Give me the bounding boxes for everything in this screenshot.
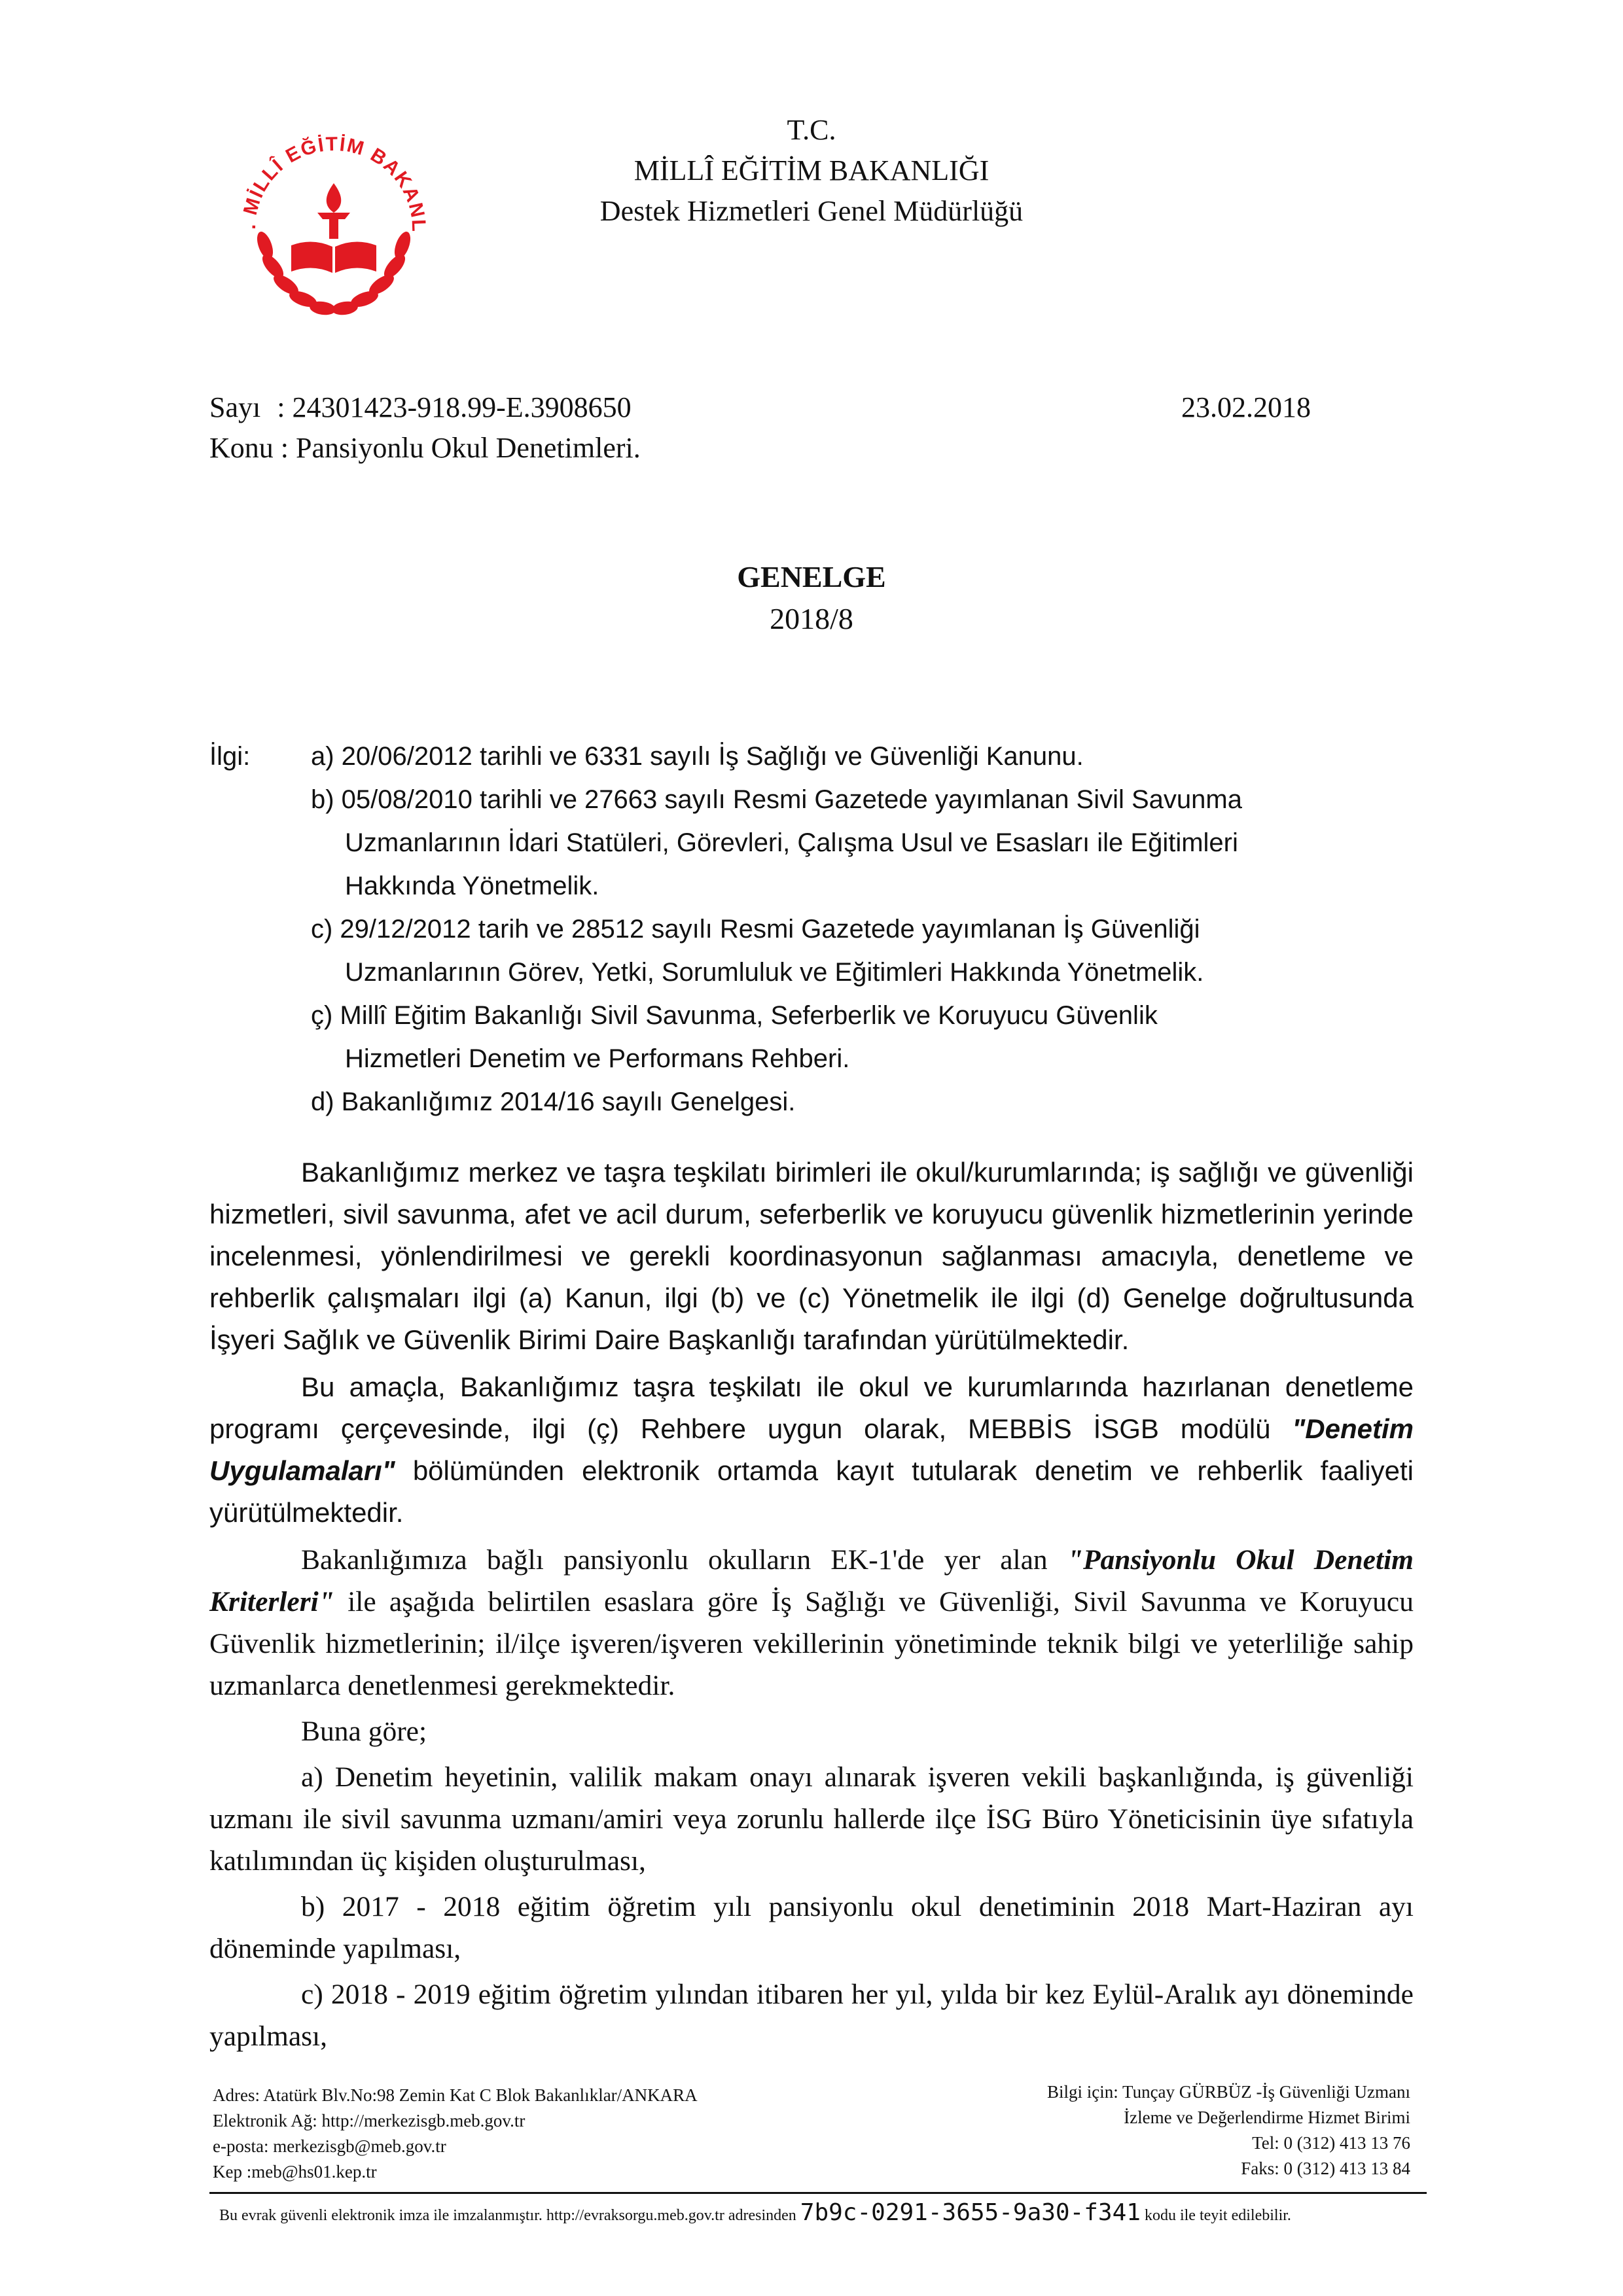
paragraph-4: Buna göre; — [301, 1716, 427, 1747]
reference-b-line2: Uzmanlarının İdari Statüleri, Görevleri, Çalışma Usul ve Esasları ile Eğitimleri — [345, 828, 1238, 857]
paragraph-7: c) 2018 - 2019 eğitim öğretim yılından itibaren her yıl, yılda bir kez Eylül-Aralık ayı döneminde yapılması, — [209, 1979, 1414, 2052]
reference-cc-line1: ç) Millî Eğitim Bakanlığı Sivil Savunma, Seferberlik ve Koruyucu Güvenlik — [311, 1001, 1158, 1030]
reference-b-line1: b) 05/08/2010 tarihli ve 27663 sayılı Resmi Gazetede yayımlanan Sivil Savunma — [311, 785, 1242, 814]
paragraph-3: Bakanlığımıza bağlı pansiyonlu okulların EK-1'de yer alan "Pansiyonlu Okul Denetim Kriterleri" ile aşağıda belirtilen esaslara göre İş Sağlığı ve Güvenliği, Sivil Savunma ve Koruyucu Güvenlik hizmetlerinin; il/ilçe işveren/işveren vekillerinin yönetiminde teknik bilgi ve yeterliliğe sahip uzmanlarca denetlenmesi gerekmektedir. — [209, 1544, 1414, 1701]
footer-network: Elektronik Ağ: http://merkezisgb.meb.gov.tr — [213, 2111, 526, 2130]
circular-title: GENELGE — [737, 560, 886, 593]
document-date: 23.02.2018 — [1181, 391, 1311, 423]
paragraph-6: b) 2017 - 2018 eğitim öğretim yılı pansiyonlu okul denetiminin 2018 Mart-Haziran ayı döneminde yapılması, — [209, 1891, 1414, 1964]
references-list — [311, 735, 1423, 1123]
footer-info-person: Bilgi için: Tunçay GÜRBÜZ -İş Güvenliği Uzmanı — [1047, 2082, 1410, 2102]
paragraph-5: a) Denetim heyetinin, valilik makam onayı alınarak işveren vekili başkanlığında, iş güvenliği uzmanı ile sivil savunma uzmanı/amiri veya zorunlu hallerde ilçe İSG Büro Yöneticisinin üye sıfatıyla katılımından üç kişiden oluşturulması, — [209, 1761, 1414, 1877]
footer-kep: Kep :meb@hs01.kep.tr — [213, 2162, 377, 2181]
verification-text: Bu evrak güvenli elektronik imza ile imzalanmıştır. http://evraksorgu.meb.gov.tr adresinden — [219, 2207, 796, 2224]
reference-d: d) Bakanlığımız 2014/16 sayılı Genelgesi. — [311, 1087, 796, 1116]
reference-b-line3: Hakkında Yönetmelik. — [345, 872, 599, 900]
verification-suffix: kodu ile teyit edilebilir. — [1144, 2207, 1291, 2224]
footer-email: e-posta: merkezisgb@meb.gov.tr — [213, 2136, 446, 2156]
footer-address: Adres: Atatürk Blv.No:98 Zemin Kat C Blok Bakanlıklar/ANKARA — [213, 2085, 698, 2105]
circular-number: 2018/8 — [770, 602, 853, 635]
references-label: İlgi: — [209, 742, 251, 771]
footer-fax: Faks: 0 (312) 413 13 84 — [1241, 2159, 1410, 2178]
verification-code: 7b9c-0291-3655-9a30-f341 — [800, 2199, 1141, 2226]
footer-contact — [213, 2083, 867, 2185]
number-value: 24301423-918.99-E.3908650 — [292, 391, 632, 423]
department-name: Destek Hizmetleri Genel Müdürlüğü — [599, 195, 1024, 227]
paragraph-1: Bakanlığımız merkez ve taşra teşkilatı birimleri ile okul/kurumlarında; iş sağlığı ve güvenliği hizmetleri, sivil savunma, afet ve acil durum, seferberlik ve koruyucu güvenlik hizmetlerinin yerinde incelenmesi, yönlendirilmesi ve gerekli koordinasyonun sağlanması amacıyla, denetleme ve rehberlik çalışmaları ilgi (a) Kanun, ilgi (b) ve (c) Yönetmelik ile ilgi (d) Genelge doğrultusunda İşyeri Sağlık ve Güvenlik Birimi Daire Başkanlığı tarafından yürütülmektedir. — [209, 1157, 1414, 1355]
reference-a: a) 20/06/2012 tarihli ve 6331 sayılı İş Sağlığı ve Güvenliği Kanunu. — [311, 742, 1084, 771]
footer-divider — [209, 2192, 1427, 2194]
number-label: Sayı — [209, 391, 261, 423]
footer-tel: Tel: 0 (312) 413 13 76 — [1252, 2133, 1410, 2153]
footer-unit: İzleme ve Değerlendirme Hizmet Birimi — [1124, 2108, 1410, 2127]
reference-cc-line2: Hizmetleri Denetim ve Performans Rehberi. — [345, 1044, 850, 1073]
ministry-name: MİLLÎ EĞİTİM BAKANLIĞI — [633, 154, 990, 186]
logo-lettering: . MİLLÎ EĞİTİM BAKANL — [238, 133, 430, 234]
reference-c-line2: Uzmanlarının Görev, Yetki, Sorumluluk ve Eğitimleri Hakkında Yönetmelik. — [345, 958, 1204, 987]
subject-label: Konu — [209, 432, 274, 464]
paragraph-2: Bu amaçla, Bakanlığımız taşra teşkilatı ile okul ve kurumlarında hazırlanan denetleme programı çerçevesinde, ilgi (ç) Rehbere uygun olarak, MEBBİS İSGB modülü "Denetim Uygulamaları" bölümünden elektronik ortamda kayıt tutularak denetim ve rehberlik faaliyeti yürütülmektedir. — [209, 1371, 1414, 1528]
country-name: T.C. — [787, 114, 836, 146]
subject-value: Pansiyonlu Okul Denetimleri. — [296, 432, 641, 464]
verification-line — [219, 2199, 1430, 2230]
footer-info — [851, 2079, 1410, 2181]
reference-c-line1: c) 29/12/2012 tarih ve 28512 sayılı Resmi Gazetede yayımlanan İş Güvenliği — [311, 915, 1200, 944]
